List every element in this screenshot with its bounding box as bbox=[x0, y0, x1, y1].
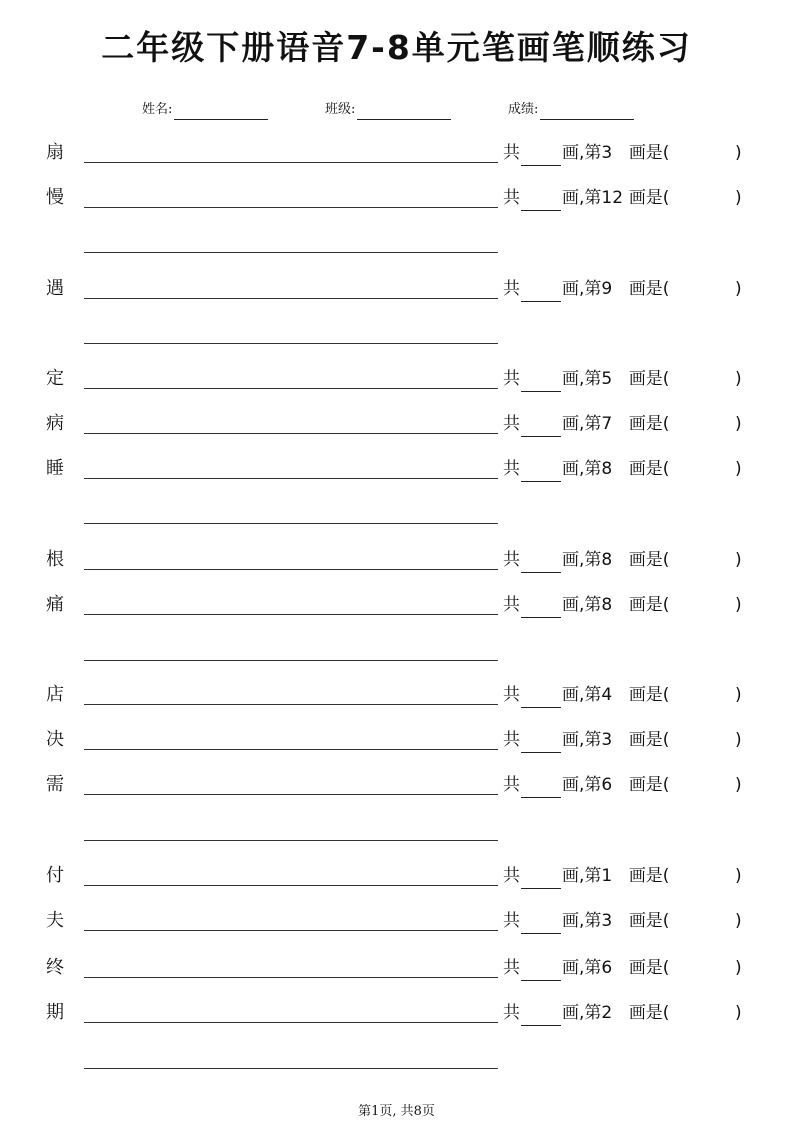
character: 痛 bbox=[46, 594, 64, 615]
answer-close: ) bbox=[735, 369, 742, 389]
exercise-row bbox=[0, 772, 793, 798]
total-label: 共 bbox=[503, 595, 520, 615]
exercise-row bbox=[0, 366, 793, 392]
order-label: 画,第 bbox=[562, 595, 602, 615]
stroke-number: 3 bbox=[601, 730, 613, 750]
stroke-count-blank[interactable] bbox=[521, 554, 561, 573]
stroke-count-blank[interactable] bbox=[521, 147, 561, 166]
exercise-row bbox=[0, 955, 793, 981]
writing-line[interactable] bbox=[84, 162, 498, 163]
stroke-question bbox=[503, 366, 669, 392]
total-label: 共 bbox=[503, 279, 520, 299]
stroke-count-blank[interactable] bbox=[521, 599, 561, 618]
stroke-count-blank[interactable] bbox=[521, 418, 561, 437]
writing-line[interactable] bbox=[84, 478, 498, 479]
answer-close: ) bbox=[735, 1003, 742, 1023]
writing-line[interactable] bbox=[84, 388, 498, 389]
answer-close: ) bbox=[735, 279, 742, 299]
total-label: 共 bbox=[503, 685, 520, 705]
character: 病 bbox=[46, 413, 64, 434]
stroke-count-blank[interactable] bbox=[521, 689, 561, 708]
writing-line[interactable] bbox=[84, 794, 498, 795]
stroke-question bbox=[503, 908, 669, 934]
character: 根 bbox=[46, 549, 64, 570]
stroke-count-blank[interactable] bbox=[521, 962, 561, 981]
exercise-row bbox=[0, 140, 793, 166]
answer-close: ) bbox=[735, 775, 742, 795]
order-label: 画,第 bbox=[562, 730, 602, 750]
stroke-number: 8 bbox=[601, 459, 613, 479]
extra-writing-line[interactable] bbox=[84, 840, 498, 841]
answer-close: ) bbox=[735, 685, 742, 705]
answer-close: ) bbox=[735, 414, 742, 434]
answer-label: 画是( bbox=[628, 188, 670, 208]
stroke-number: 7 bbox=[601, 414, 613, 434]
score-field bbox=[508, 100, 634, 120]
stroke-question bbox=[503, 727, 669, 753]
answer-label: 画是( bbox=[628, 369, 670, 389]
answer-label: 画是( bbox=[628, 550, 670, 570]
stroke-number: 6 bbox=[601, 958, 613, 978]
exercise-row bbox=[0, 456, 793, 482]
stroke-number: 12 bbox=[601, 188, 624, 208]
total-label: 共 bbox=[503, 369, 520, 389]
score-label: 成绩: bbox=[508, 102, 539, 117]
order-label: 画,第 bbox=[562, 279, 602, 299]
stroke-question bbox=[503, 955, 669, 981]
writing-line[interactable] bbox=[84, 1022, 498, 1023]
character: 期 bbox=[46, 1002, 64, 1023]
stroke-count-blank[interactable] bbox=[521, 779, 561, 798]
answer-label: 画是( bbox=[628, 685, 670, 705]
writing-line[interactable] bbox=[84, 298, 498, 299]
writing-line[interactable] bbox=[84, 433, 498, 434]
character: 扇 bbox=[46, 142, 64, 163]
writing-line[interactable] bbox=[84, 885, 498, 886]
character: 遇 bbox=[46, 278, 64, 299]
order-label: 画,第 bbox=[562, 775, 602, 795]
writing-line[interactable] bbox=[84, 930, 498, 931]
class-blank[interactable] bbox=[357, 103, 451, 120]
stroke-question bbox=[503, 276, 669, 302]
stroke-count-blank[interactable] bbox=[521, 463, 561, 482]
stroke-count-blank[interactable] bbox=[521, 192, 561, 211]
extra-writing-line[interactable] bbox=[84, 343, 498, 344]
exercise-row bbox=[0, 592, 793, 618]
exercise-row bbox=[0, 908, 793, 934]
character: 需 bbox=[46, 774, 64, 795]
stroke-number: 8 bbox=[601, 550, 613, 570]
order-label: 画,第 bbox=[562, 685, 602, 705]
total-label: 共 bbox=[503, 414, 520, 434]
exercise-row bbox=[0, 727, 793, 753]
character: 定 bbox=[46, 368, 64, 389]
answer-label: 画是( bbox=[628, 775, 670, 795]
stroke-question bbox=[503, 185, 669, 211]
answer-close: ) bbox=[735, 866, 742, 886]
total-label: 共 bbox=[503, 958, 520, 978]
extra-writing-line[interactable] bbox=[84, 1068, 498, 1069]
stroke-question bbox=[503, 772, 669, 798]
answer-close: ) bbox=[735, 958, 742, 978]
answer-close: ) bbox=[735, 459, 742, 479]
stroke-count-blank[interactable] bbox=[521, 283, 561, 302]
stroke-count-blank[interactable] bbox=[521, 915, 561, 934]
exercise-row bbox=[0, 1000, 793, 1026]
character: 终 bbox=[46, 957, 64, 978]
character: 付 bbox=[46, 865, 64, 886]
stroke-question bbox=[503, 140, 669, 166]
order-label: 画,第 bbox=[562, 143, 602, 163]
extra-writing-line[interactable] bbox=[84, 252, 498, 253]
answer-label: 画是( bbox=[628, 1003, 670, 1023]
stroke-count-blank[interactable] bbox=[521, 1007, 561, 1026]
answer-label: 画是( bbox=[628, 866, 670, 886]
writing-line[interactable] bbox=[84, 704, 498, 705]
total-label: 共 bbox=[503, 775, 520, 795]
class-field bbox=[325, 100, 451, 120]
exercise-row bbox=[0, 276, 793, 302]
order-label: 画,第 bbox=[562, 550, 602, 570]
answer-close: ) bbox=[735, 188, 742, 208]
answer-label: 画是( bbox=[628, 958, 670, 978]
stroke-question bbox=[503, 411, 669, 437]
order-label: 画,第 bbox=[562, 911, 602, 931]
extra-writing-line[interactable] bbox=[84, 660, 498, 661]
stroke-number: 5 bbox=[601, 369, 613, 389]
name-field bbox=[142, 100, 268, 120]
writing-line[interactable] bbox=[84, 977, 498, 978]
extra-writing-line[interactable] bbox=[84, 523, 498, 524]
total-label: 共 bbox=[503, 143, 520, 163]
order-label: 画,第 bbox=[562, 459, 602, 479]
total-label: 共 bbox=[503, 550, 520, 570]
total-label: 共 bbox=[503, 1003, 520, 1023]
stroke-count-blank[interactable] bbox=[521, 870, 561, 889]
stroke-question bbox=[503, 863, 669, 889]
class-label: 班级: bbox=[325, 102, 356, 117]
stroke-number: 9 bbox=[601, 279, 613, 299]
score-blank[interactable] bbox=[540, 103, 634, 120]
stroke-number: 8 bbox=[601, 595, 613, 615]
stroke-question bbox=[503, 682, 669, 708]
order-label: 画,第 bbox=[562, 1003, 602, 1023]
stroke-count-blank[interactable] bbox=[521, 734, 561, 753]
writing-line[interactable] bbox=[84, 749, 498, 750]
total-label: 共 bbox=[503, 730, 520, 750]
answer-label: 画是( bbox=[628, 143, 670, 163]
stroke-question bbox=[503, 456, 669, 482]
character: 慢 bbox=[46, 187, 64, 208]
exercise-row bbox=[0, 682, 793, 708]
writing-line[interactable] bbox=[84, 614, 498, 615]
total-label: 共 bbox=[503, 459, 520, 479]
writing-line[interactable] bbox=[84, 207, 498, 208]
character: 决 bbox=[46, 729, 64, 750]
stroke-question bbox=[503, 1000, 669, 1026]
stroke-count-blank[interactable] bbox=[521, 373, 561, 392]
order-label: 画,第 bbox=[562, 414, 602, 434]
answer-label: 画是( bbox=[628, 595, 670, 615]
name-label: 姓名: bbox=[142, 102, 173, 117]
order-label: 画,第 bbox=[562, 866, 602, 886]
stroke-number: 6 bbox=[601, 775, 613, 795]
stroke-number: 3 bbox=[601, 143, 613, 163]
answer-label: 画是( bbox=[628, 414, 670, 434]
character: 店 bbox=[46, 684, 64, 705]
order-label: 画,第 bbox=[562, 188, 602, 208]
total-label: 共 bbox=[503, 911, 520, 931]
answer-close: ) bbox=[735, 143, 742, 163]
worksheet-title: 二年级下册语音7-8单元笔画笔顺练习 bbox=[101, 28, 692, 67]
answer-close: ) bbox=[735, 595, 742, 615]
total-label: 共 bbox=[503, 866, 520, 886]
answer-label: 画是( bbox=[628, 911, 670, 931]
total-label: 共 bbox=[503, 188, 520, 208]
exercise-row bbox=[0, 863, 793, 889]
exercise-row bbox=[0, 547, 793, 573]
answer-label: 画是( bbox=[628, 279, 670, 299]
stroke-number: 2 bbox=[601, 1003, 613, 1023]
name-blank[interactable] bbox=[174, 103, 268, 120]
stroke-number: 1 bbox=[601, 866, 613, 886]
order-label: 画,第 bbox=[562, 958, 602, 978]
answer-label: 画是( bbox=[628, 730, 670, 750]
character: 睡 bbox=[46, 458, 64, 479]
stroke-number: 3 bbox=[601, 911, 613, 931]
stroke-number: 4 bbox=[601, 685, 613, 705]
stroke-question bbox=[503, 547, 669, 573]
answer-label: 画是( bbox=[628, 459, 670, 479]
character: 夫 bbox=[46, 910, 64, 931]
stroke-question bbox=[503, 592, 669, 618]
answer-close: ) bbox=[735, 550, 742, 570]
writing-line[interactable] bbox=[84, 569, 498, 570]
order-label: 画,第 bbox=[562, 369, 602, 389]
exercise-row bbox=[0, 411, 793, 437]
page-footer: 第1页, 共8页 bbox=[358, 1104, 435, 1119]
answer-close: ) bbox=[735, 730, 742, 750]
answer-close: ) bbox=[735, 911, 742, 931]
exercise-row bbox=[0, 185, 793, 211]
